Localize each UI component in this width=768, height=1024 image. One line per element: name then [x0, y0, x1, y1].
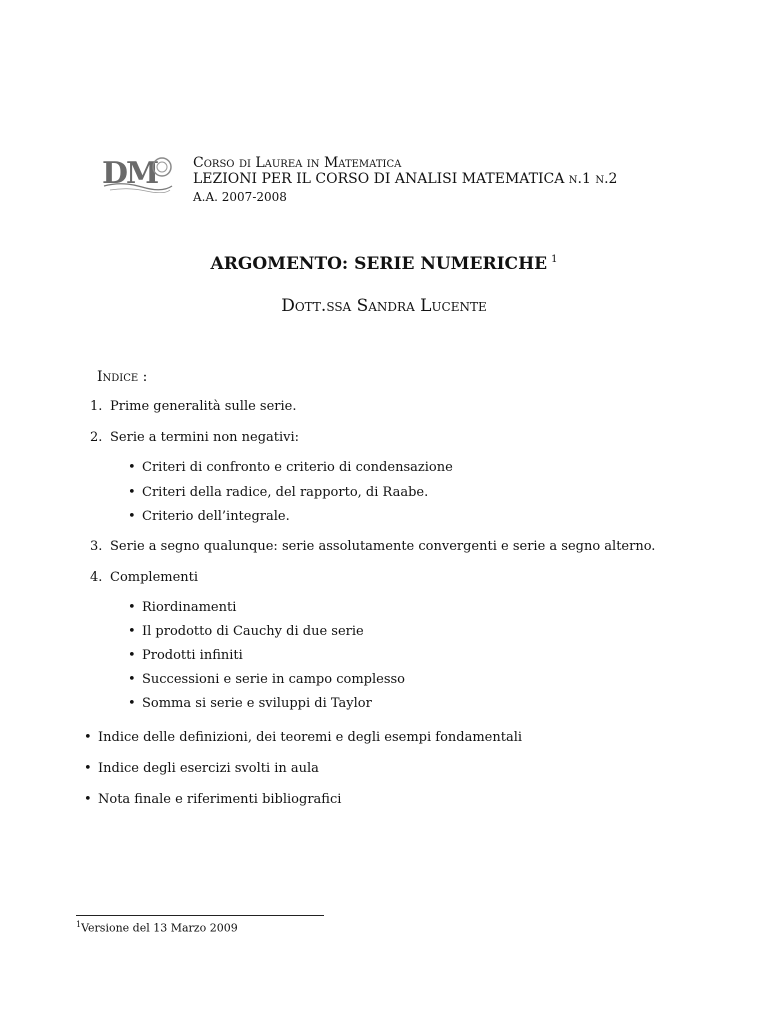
- bullet-icon: •: [128, 648, 136, 663]
- bullet-icon: •: [128, 509, 136, 524]
- sub-item-text: Successioni e serie in campo complesso: [142, 672, 405, 687]
- item-text: Serie a termini non negativi:: [110, 430, 300, 445]
- sub-item-text: Riordinamenti: [142, 600, 237, 615]
- item-number: 4.: [90, 570, 103, 585]
- sub-item-text: Il prodotto di Cauchy di due serie: [142, 624, 364, 639]
- page-title: [0, 254, 768, 274]
- course-subtitle-main: LEZIONI PER IL CORSO DI ANALISI MATEMATICA: [193, 171, 565, 187]
- sub-list-item: [128, 509, 290, 525]
- list-item: [90, 539, 655, 555]
- index-heading: Indice :: [97, 369, 148, 385]
- page-title-text: ARGOMENTO: SERIE NUMERICHE: [210, 254, 548, 274]
- bullet-icon: •: [128, 624, 136, 639]
- author-name: Dott.ssa Sandra Lucente: [281, 296, 487, 316]
- sub-list-item: [128, 672, 405, 688]
- extra-item-text: Nota finale e riferimenti bibliografici: [98, 792, 342, 807]
- course-name: Corso di Laurea in Matematica: [193, 155, 402, 171]
- item-text: Prime generalità sulle serie.: [110, 399, 297, 414]
- bullet-icon: •: [84, 761, 92, 776]
- footnote-rule: [76, 915, 324, 916]
- title-footnote-mark: 1: [551, 254, 558, 266]
- extra-list-item: [84, 792, 341, 808]
- sub-list-item: [128, 696, 372, 712]
- course-subtitle-suffix: n.1 n.2: [568, 171, 618, 187]
- sub-item-text: Somma si serie e sviluppi di Taylor: [142, 696, 372, 711]
- department-logo: [102, 153, 174, 193]
- sub-item-text: Criteri della radice, del rapporto, di Raabe.: [142, 485, 429, 500]
- bullet-icon: •: [128, 600, 136, 615]
- sub-list-item: [128, 600, 236, 616]
- svg-text:DM: DM: [102, 156, 158, 191]
- list-item: [90, 430, 299, 446]
- sub-list-item: [128, 485, 428, 501]
- bullet-icon: •: [128, 485, 136, 500]
- logo-graphic: [102, 153, 174, 193]
- bullet-icon: •: [128, 672, 136, 687]
- item-number: 3.: [90, 539, 103, 554]
- bullet-icon: •: [84, 792, 92, 807]
- course-subtitle: [193, 171, 617, 188]
- footnote: [76, 918, 238, 936]
- footnote-mark: 1: [76, 920, 82, 929]
- sub-list-item: [128, 460, 453, 476]
- sub-list-item: [128, 624, 364, 640]
- sub-item-text: Criteri di confronto e criterio di condensazione: [142, 460, 453, 475]
- extra-list-item: [84, 761, 319, 777]
- footnote-text: Versione del 13 Marzo 2009: [81, 921, 238, 935]
- extra-item-text: Indice degli esercizi svolti in aula: [98, 761, 319, 776]
- item-text: Serie a segno qualunque: serie assolutamente convergenti e serie a segno alterno.: [110, 539, 656, 554]
- bullet-icon: •: [128, 460, 136, 475]
- bullet-icon: •: [128, 696, 136, 711]
- list-item: [90, 570, 198, 586]
- item-text: Complementi: [110, 570, 199, 585]
- extra-list-item: [84, 730, 522, 746]
- sub-item-text: Prodotti infiniti: [142, 648, 243, 663]
- academic-year: A.A. 2007-2008: [193, 190, 287, 204]
- item-number: 1.: [90, 399, 103, 414]
- item-number: 2.: [90, 430, 103, 445]
- sub-item-text: Criterio dell’integrale.: [142, 509, 290, 524]
- extra-item-text: Indice delle definizioni, dei teoremi e degli esempi fondamentali: [98, 730, 523, 745]
- bullet-icon: •: [84, 730, 92, 745]
- list-item: [90, 399, 297, 415]
- sub-list-item: [128, 648, 243, 664]
